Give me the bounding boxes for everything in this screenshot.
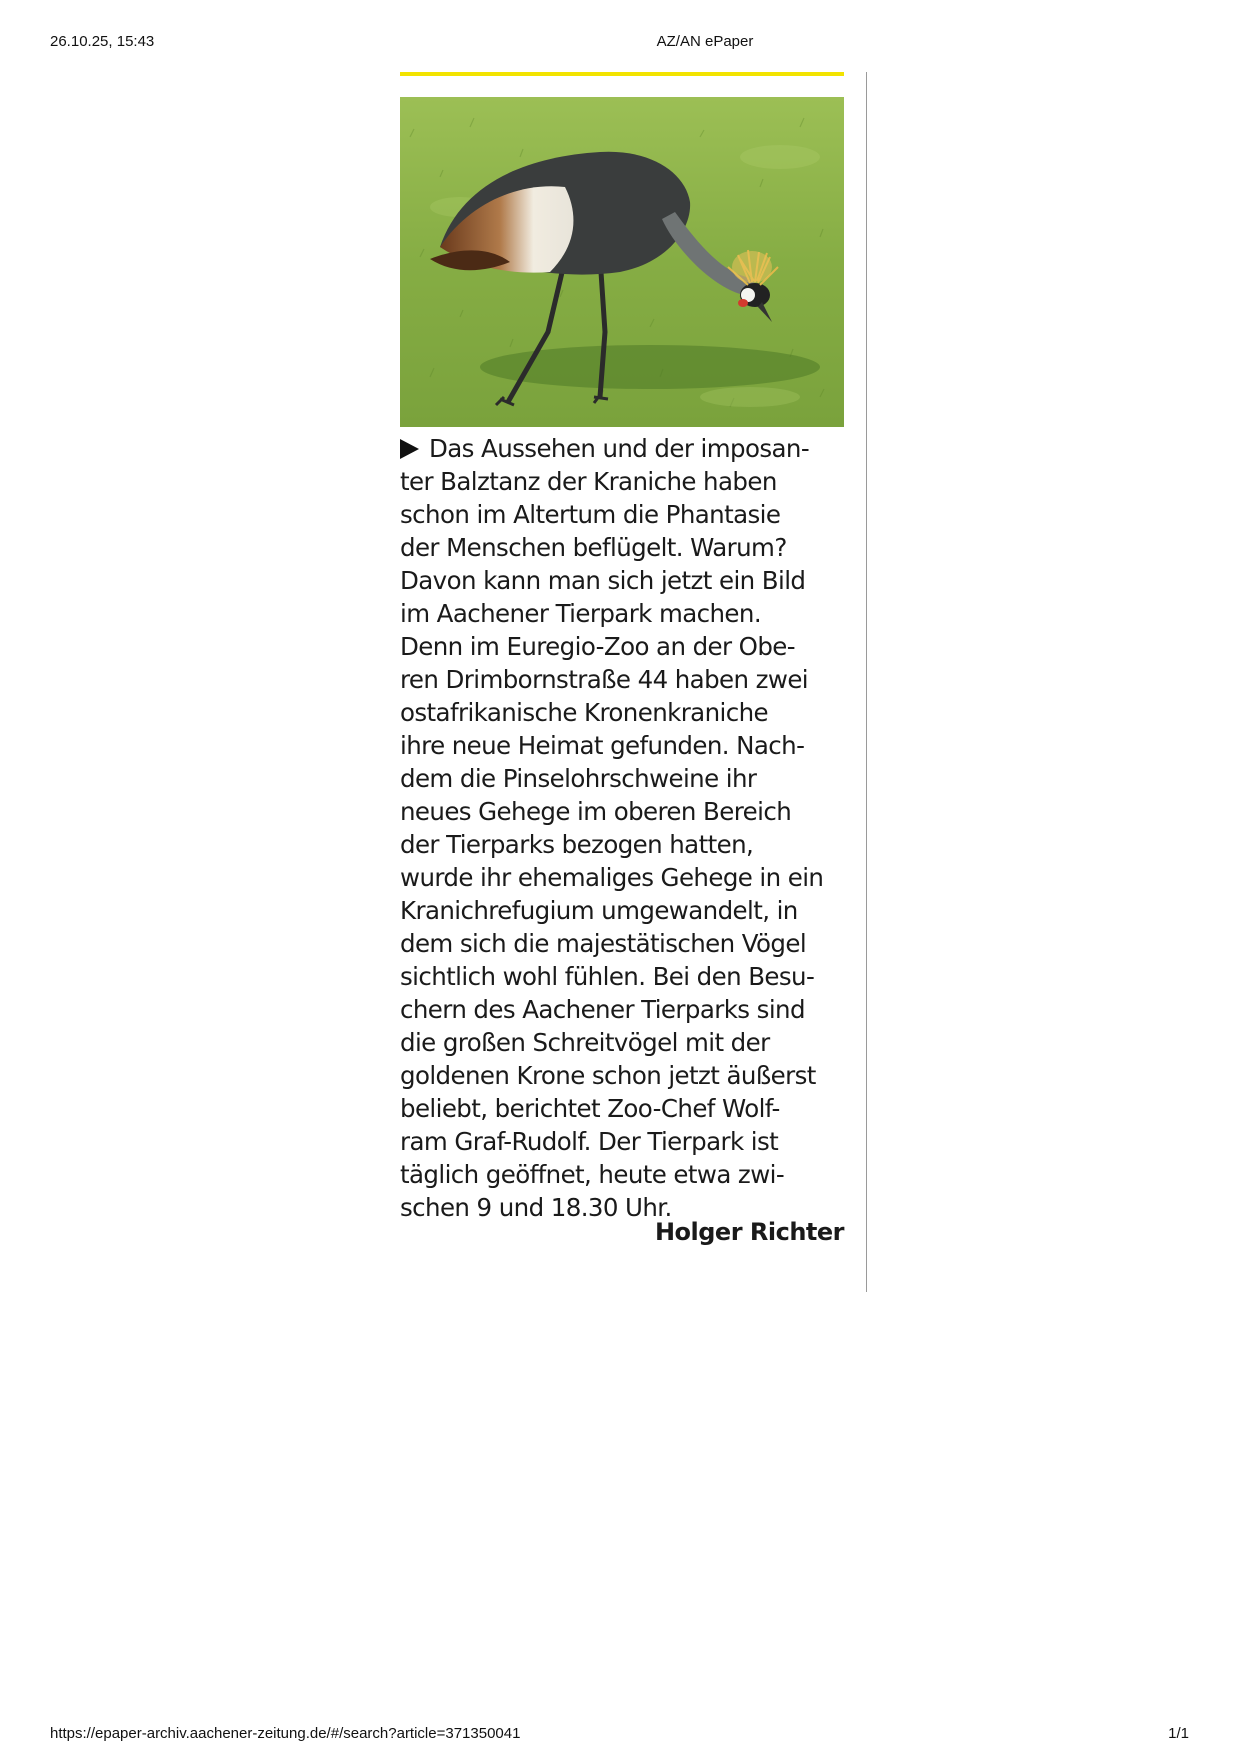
article-line: dem sich die majestätischen Vögel xyxy=(400,929,807,958)
column-rule xyxy=(866,72,867,1292)
print-page-number: 1/1 xyxy=(1168,1725,1189,1742)
article-line: Denn im Euregio-Zoo an der Obe- xyxy=(400,632,796,661)
print-page-title: AZ/AN ePaper xyxy=(656,33,754,50)
article-line: goldenen Krone schon jetzt äußerst xyxy=(400,1061,816,1090)
article-line: der Menschen beflügelt. Warum? xyxy=(400,533,787,562)
article-line: ren Drimbornstraße 44 haben zwei xyxy=(400,665,809,694)
article-line: ihre neue Heimat gefunden. Nach- xyxy=(400,731,805,760)
article-line: wurde ihr ehemaliges Gehege in ein xyxy=(400,863,824,892)
article-line: ram Graf-Rudolf. Der Tierpark ist xyxy=(400,1127,779,1156)
article-line: ostafrikanische Kronenkraniche xyxy=(400,698,769,727)
article-line: im Aachener Tierpark machen. xyxy=(400,599,762,628)
article-line: dem die Pinselohrschweine ihr xyxy=(400,764,757,793)
article-line: schen 9 und 18.30 Uhr. xyxy=(400,1193,672,1222)
article-line: der Tierparks bezogen hatten, xyxy=(400,830,754,859)
article-line: Das Aussehen und der imposan- xyxy=(400,432,844,465)
article-line: die großen Schreitvögel mit der xyxy=(400,1028,770,1057)
article-line: täglich geöffnet, heute etwa zwi- xyxy=(400,1160,785,1189)
article-line: beliebt, berichtet Zoo-Chef Wolf- xyxy=(400,1094,780,1123)
article-line: ter Balztanz der Kraniche haben xyxy=(400,467,777,496)
crowned-crane-photo xyxy=(400,97,844,427)
article-body xyxy=(400,432,844,1224)
accent-bar xyxy=(400,72,844,76)
article-author: Holger Richter xyxy=(654,1218,844,1246)
bullet-triangle-icon xyxy=(400,439,419,459)
article-line: sichtlich wohl fühlen. Bei den Besu- xyxy=(400,962,815,991)
article-line: Davon kann man sich jetzt ein Bild xyxy=(400,566,806,595)
article-line: chern des Aachener Tierparks sind xyxy=(400,995,805,1024)
print-datetime: 26.10.25, 15:43 xyxy=(50,33,155,50)
print-url: https://epaper-archiv.aachener-zeitung.de/#/search?article=371350041 xyxy=(50,1725,521,1742)
article-line: neues Gehege im oberen Bereich xyxy=(400,797,792,826)
article-line: Kranichrefugium umgewandelt, in xyxy=(400,896,798,925)
article-line: schon im Altertum die Phantasie xyxy=(400,500,781,529)
